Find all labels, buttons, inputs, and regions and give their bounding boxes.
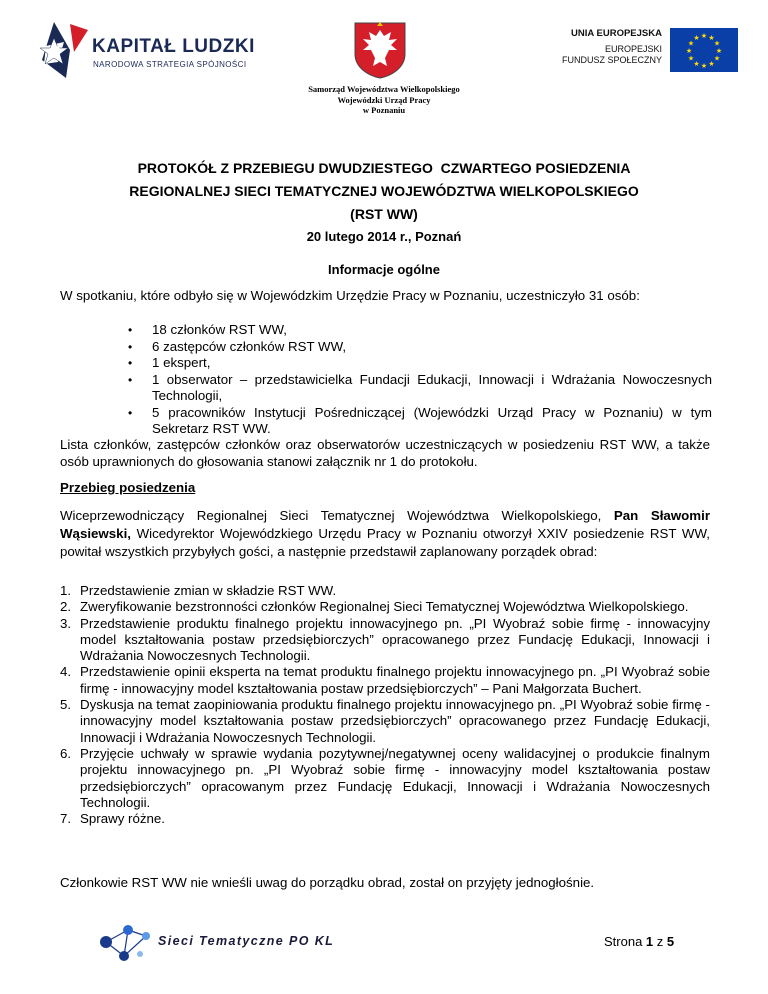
agenda-number: 3. (60, 615, 72, 631)
svg-text:★: ★ (708, 34, 715, 42)
agenda-number: 6. (60, 745, 72, 761)
document-date: 20 lutego 2014 r., Poznań (306, 229, 462, 244)
list-item (60, 664, 710, 697)
agenda-approval: Członkowie RST WW nie wnieśli uwag do porządku obrad, został on przyjęty jednogłośnie. (60, 875, 595, 890)
page-current: 1 (645, 934, 654, 949)
eu-flag-icon (670, 28, 738, 72)
institution-line: Wojewódzki Urząd Pracy (337, 94, 431, 105)
list-item: • 1 ekspert, (152, 355, 712, 372)
list-item (60, 697, 710, 746)
section-heading-general: Informacje ogólne (328, 262, 440, 277)
attendance-closing: Lista członków, zastępców członków oraz obserwatorów uczestniczących w posiedzeniu RST WW, a także osób uprawnionych do głosowania stanowi załącznik nr 1 do protokołu. (60, 437, 710, 469)
document-title-line1: PROTOKÓŁ Z PRZEBIEGU DWUDZIESTEGO CZWARTEGO POSIEDZENIA (137, 160, 631, 176)
page-number (604, 934, 674, 949)
page-separator: z (653, 934, 667, 949)
list-item (60, 746, 710, 811)
kapital-ludzki-subtitle: NARODOWA STRATEGIA SPÓJNOŚCI (93, 60, 247, 69)
document-title-line2: REGIONALNEJ SIECI TEMATYCZNEJ WOJEWÓDZTWA WIELKOPOLSKIEGO (129, 183, 639, 199)
agenda-text: Przedstawienie opinii eksperta na temat produktu finalnego projektu innowacyjnego pn. „PI Wyobraź sobie firmę - innowacyjny model kształtowania postaw przedsiębiorczych” – Pani Małgorzata Buchert. (80, 664, 710, 696)
svg-text:★: ★ (700, 32, 708, 40)
agenda-text: Zweryfikowanie bezstronności członków Regionalnej Sieci Tematycznej Województwa Wielkopolskiego. (80, 599, 689, 615)
svg-text:★: ★ (685, 47, 693, 55)
proceedings-intro-a: Wiceprzewodniczący Regionalnej Sieci Tematycznej Województwa Wielkopolskiego, (60, 508, 614, 523)
agenda-text: Dyskusja na temat zaopiniowania produktu finalnego projektu innowacyjnego pn. „PI Wyobraź sobie firmę - innowacyjny model kształtowania postaw przedsiębiorczych” opracowanego przez Fundację Edukacji, Innowacji i Wdrażania Nowoczesnych Technologii. (80, 697, 710, 745)
agenda-number: 7. (60, 811, 72, 827)
agenda-number: 2. (60, 599, 72, 615)
agenda-number: 5. (60, 697, 72, 713)
svg-text:★: ★ (700, 62, 708, 70)
institution-name (0, 84, 768, 116)
svg-text:★: ★ (715, 47, 723, 55)
chair-name: Pan Sławomir Wąsiewski, (60, 508, 710, 542)
institution-line: Samorząd Województwa Wielkopolskiego (308, 84, 460, 94)
wielkopolska-crest-icon (351, 20, 409, 80)
kapital-ludzki-logo (40, 20, 280, 80)
attendance-intro: W spotkaniu, które odbyło się w Wojewódzkim Urzędzie Pracy w Poznaniu, uczestniczyło 31 osób: (60, 288, 640, 303)
institution-line: w Poznaniu (362, 105, 406, 115)
kapital-ludzki-title: KAPITAŁ LUDZKI (92, 36, 255, 57)
list-item (60, 583, 710, 599)
agenda-text: Przyjęcie uchwały w sprawie wydania pozytywnej/negatywnej oceny walidacyjnej o produkcie finalnym projektu innowacyjnego pn. „PI Wyobraź sobie firmę - innowacyjny model kształtowania postaw przedsiębiorczych” opracowanym przez Fundację Edukacji, Innowacji i Wdrażania Nowoczesnych Technologii. (80, 745, 710, 810)
svg-text:★: ★ (708, 60, 715, 68)
list-item: • 6 zastępców członków RST WW, (152, 339, 712, 356)
svg-text:★: ★ (713, 54, 721, 63)
proceedings-intro (60, 507, 710, 562)
list-item: • 5 pracowników Instytucji Pośredniczącej (Wojewódzki Urząd Pracy w Poznaniu) w tym Sekretarz RST WW. (152, 405, 712, 438)
agenda-text: Przedstawienie zmian w składzie RST WW. (80, 583, 337, 598)
agenda-text: Przedstawienie produktu finalnego projektu innowacyjnego pn. „PI Wyobraź sobie firmę - innowacyjny model kształtowania postaw przedsiębiorczych” opracowanego przez Fundację Edukacji, Innowacji i Wdrażania Nowoczesnych Technologii. (80, 615, 710, 664)
list-item: • 18 członków RST WW, (152, 322, 712, 339)
page-prefix: Strona (604, 934, 646, 949)
list-item: • 1 obserwator – przedstawicielka Fundacji Edukacji, Innowacji i Wdrażania Nowoczesnych Technologii, (152, 372, 712, 405)
document-title-line3: (RST WW) (350, 206, 418, 222)
eu-fund-line1: EUROPEJSKI (604, 44, 662, 54)
section-heading-proceedings: Przebieg posiedzenia (60, 480, 196, 495)
attendance-list (152, 322, 712, 438)
agenda-text: Sprawy różne. (80, 811, 165, 827)
agenda-number: 4. (60, 664, 72, 680)
agenda-number: 1. (60, 583, 72, 598)
agenda-list (60, 583, 710, 827)
list-item (60, 811, 710, 827)
list-item (60, 599, 710, 615)
eu-fund-line2: FUNDUSZ SPOŁECZNY (561, 55, 662, 65)
svg-text:★: ★ (693, 34, 700, 42)
svg-text:★: ★ (687, 54, 695, 63)
proceedings-intro-b: Wicedyrektor Wojewódzkiego Urzędu Pracy w Poznaniu otworzył XXIV posiedzenie RST WW, powitał wszystkich przybyłych gości, a następnie przedstawił zaplanowany porządek obrad: (60, 526, 710, 560)
list-item (60, 616, 710, 665)
eu-title: UNIA EUROPEJSKA (571, 28, 662, 39)
kapital-ludzki-star-icon (40, 20, 90, 78)
svg-text:★: ★ (687, 39, 695, 48)
page-total: 5 (666, 934, 675, 949)
svg-text:★: ★ (693, 60, 700, 68)
svg-text:★: ★ (713, 39, 721, 48)
eu-logo-block (560, 24, 738, 72)
footer-logo-text: Sieci Tematyczne PO KL (158, 934, 335, 948)
